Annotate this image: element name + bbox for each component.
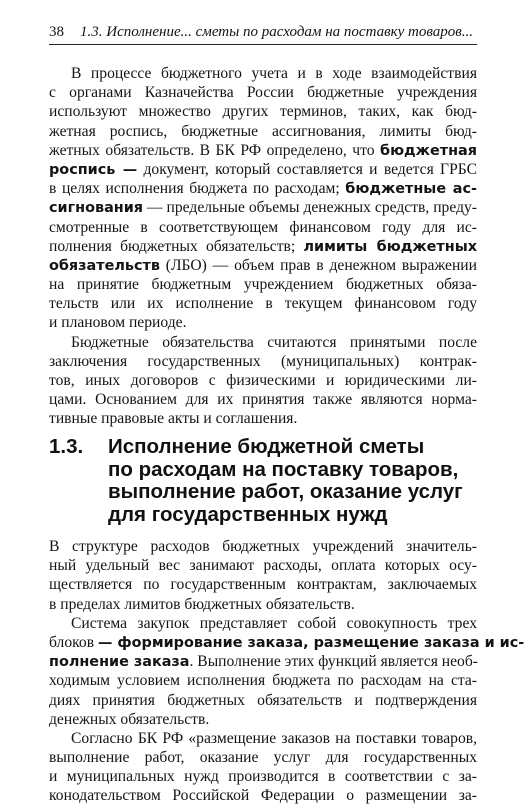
section-title-line: по расходам на поставку товаров, [108, 457, 459, 481]
body-text-bottom [49, 537, 524, 806]
text-line: Система закупок представляет собой совокупность трех [71, 614, 477, 632]
text-line: конодательством Российской Федерации о размещении за- [49, 787, 477, 805]
term-budget-limits-cont: обязательств [49, 257, 160, 274]
text-line: жетных обязательств. В БК РФ определено, что бюджетная [49, 141, 477, 159]
term-budget-schedule-cont: роспись — [49, 161, 138, 178]
section-number: 1.3. [49, 435, 84, 458]
text-line: цами. Основанием для их принятия также являются норма- [49, 391, 477, 409]
running-head-title: 1.3. Исполнение... сметы по расходам на поставку товаров... [80, 24, 474, 40]
term-budget-allocations: бюджетные ас- [345, 181, 477, 198]
text-line: в пределах лимитов бюджетных обязательств. [49, 595, 355, 613]
text-line: выполнение работ, оказание услуг для государственных [49, 749, 477, 767]
text-line: и муниципальных нужд производится в соответствии с за- [49, 768, 477, 786]
text-line: смотренные в соответствующем финансовом году для ис- [49, 218, 477, 236]
text-line: роспись — документ, который составляется и ведется ГРБС [49, 160, 477, 178]
text-line: денежных обязательств. [49, 710, 210, 728]
term-budget-allocations-cont: сигнования [49, 200, 144, 217]
text-line: В процессе бюджетного учета и в ходе взаимодействия [71, 65, 477, 82]
text-line: жетная роспись, бюджетные ассигнования, лимиты бюд- [49, 122, 477, 140]
text-line: тивные правовые акты и соглашения. [49, 410, 298, 428]
text-line: блоков — формирование заказа, размещение заказа и ис- [49, 633, 524, 651]
section-title-line: для государственных нужд [108, 502, 388, 526]
text-line: и плановом периоде. [49, 314, 187, 332]
section-title [108, 436, 480, 526]
text-line: сигнования — предельные объемы денежных средств, преду- [49, 199, 477, 217]
page-number: 38 [49, 24, 64, 40]
text-line: Бюджетные обязательства считаются принятыми после [71, 333, 477, 351]
text-line: используют множество других терминов, таких, как бюд- [49, 103, 477, 121]
term-procurement-blocks: — формирование заказа, размещение заказа и ис- [97, 634, 524, 651]
text-line: на принятие бюджетным учреждением бюджетных обяза- [49, 276, 477, 294]
text-line: ществляется по государственным контрактам, заключаемых [49, 576, 477, 594]
text-line: В структуре расходов бюджетных учреждений значитель- [49, 538, 477, 555]
text-line: заключения государственных (муниципальных) контрак- [49, 352, 477, 370]
text-line: в целях исполнения бюджета по расходам; бюджетные ас- [49, 180, 477, 198]
text-line: ходимым условием исполнения бюджета по расходам на ста- [49, 672, 477, 690]
text-line: диях принятия бюджетных обязательств и подтверждения [49, 691, 477, 709]
body-text-top [49, 64, 477, 429]
text-line: ный удельный вес занимают расходы, оплата которых осу- [49, 557, 477, 575]
section-title-line: выполнение работ, оказание услуг [108, 480, 463, 503]
term-procurement-blocks-cont: полнение заказа [49, 654, 190, 671]
section-title-line: Исполнение бюджетной сметы [108, 435, 425, 458]
running-head [49, 22, 477, 45]
term-budget-schedule: бюджетная [380, 142, 477, 159]
text-line: полнения бюджетных обязательств; лимиты бюджетных [49, 237, 478, 255]
text-line: тов, иных договоров с физическими и юридическими ли- [49, 372, 477, 389]
text-line: тельств или их исполнение в текущем финансовом году [49, 295, 477, 313]
term-budget-limits: лимиты бюджетных [303, 238, 478, 255]
text-line: Согласно БК РФ «размещение заказов на поставки товаров, [71, 729, 477, 747]
text-line: обязательств (ЛБО) — объем прав в денежном выражении [49, 256, 477, 274]
text-line: полнение заказа. Выполнение этих функций является необ- [49, 653, 478, 671]
text-line: с органами Казначейства России бюджетные учреждения [49, 84, 477, 102]
